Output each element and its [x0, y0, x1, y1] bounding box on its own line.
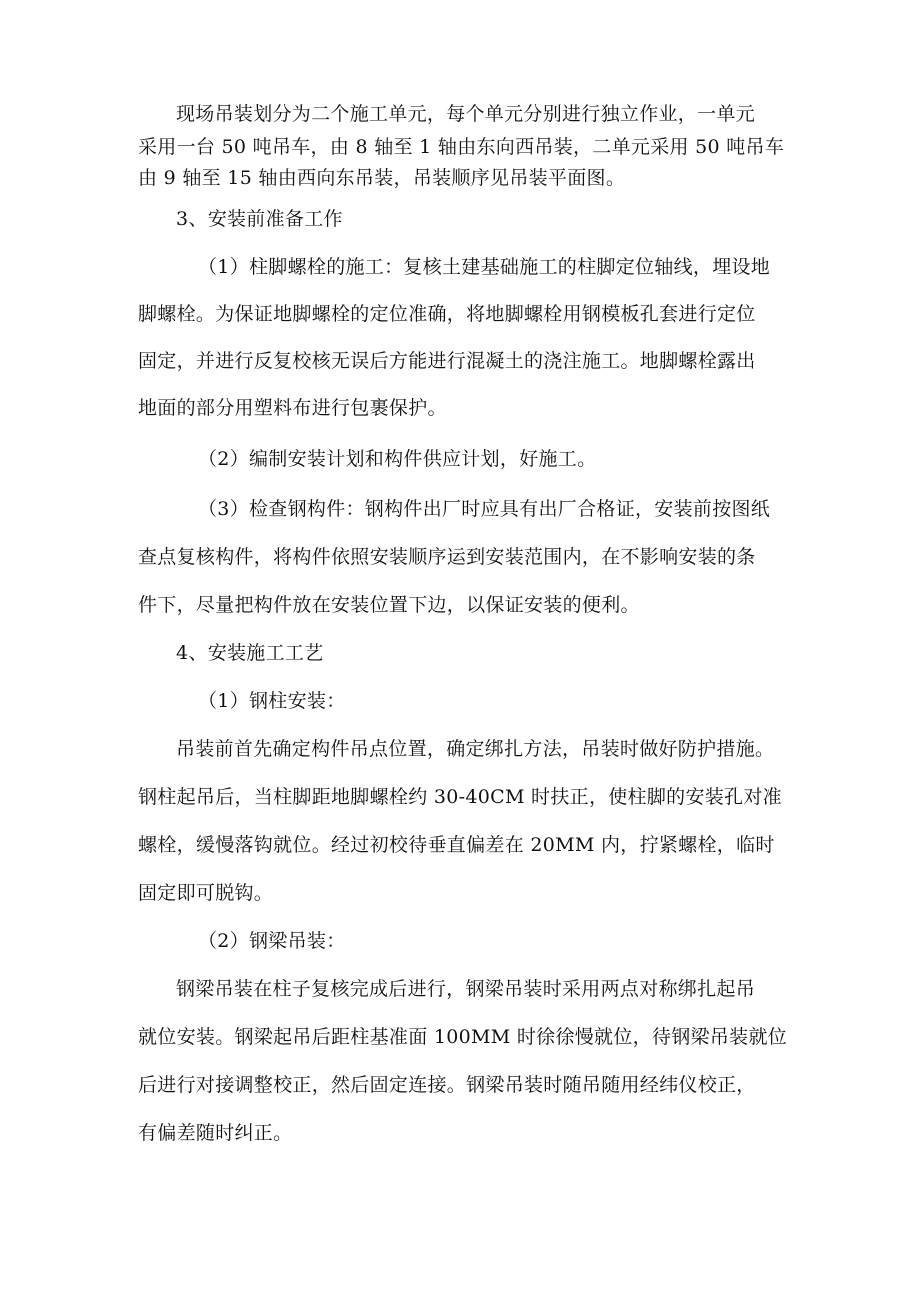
text-line: 脚螺栓。为保证地脚螺栓的定位准确，将地脚螺栓用钢模板孔套进行定位 — [138, 303, 756, 325]
text-line: 螺栓，缓慢落钩就位。经过初校待垂直偏差在 20MM 内，拧紧螺栓，临时 — [138, 834, 775, 856]
text-line: （3）检查钢构件：钢构件出厂时应具有出厂合格证，安装前按图纸 — [198, 498, 771, 520]
text-line: 后进行对接调整校正，然后固定连接。钢梁吊装时随吊随用经纬仪校正， — [138, 1074, 756, 1096]
text-line: 钢柱起吊后，当柱脚距地脚螺栓约 30-40CM 时扶正，使柱脚的安装孔对准 — [138, 786, 782, 808]
text-line: 有偏差随时纠正。 — [138, 1122, 293, 1144]
text-line: 吊装前首先确定构件吊点位置，确定绑扎方法，吊装时做好防护措施。 — [176, 738, 775, 760]
text-line: （1）柱脚螺栓的施工：复核土建基础施工的柱脚定位轴线，埋设地 — [198, 256, 771, 278]
subheading-text: （1）钢柱安装： — [198, 690, 346, 712]
text-line: 地面的部分用塑料布进行包裹保护。 — [138, 397, 447, 419]
text-line: 件下，尽量把构件放在安装位置下边，以保证安装的便利。 — [138, 594, 640, 616]
text-line: 就位安装。钢梁起吊后距柱基准面 100MM 时徐徐慢就位，待钢梁吊装就位 — [138, 1026, 788, 1048]
section-heading-text: 4、安装施工工艺 — [176, 642, 324, 664]
text-line: （2）编制安装计划和构件供应计划，好施工。 — [198, 448, 597, 470]
text-line: 现场吊装划分为二个施工单元，每个单元分别进行独立作业，一单元 — [176, 103, 756, 125]
text-line: 固定，并进行反复校核无误后方能进行混凝土的浇注施工。地脚螺栓露出 — [138, 350, 756, 372]
text-line: 钢梁吊装在柱子复核完成后进行，钢梁吊装时采用两点对称绑扎起吊 — [176, 978, 756, 1000]
subheading-text: （2）钢梁吊装： — [198, 930, 346, 952]
text-line: 查点复核构件，将构件依照安装顺序运到安装范围内，在不影响安装的条 — [138, 546, 756, 568]
text-line: 采用一台 50 吨吊车，由 8 轴至 1 轴由东向西吊装，二单元采用 50 吨吊车 — [138, 136, 785, 158]
text-line: 由 9 轴至 15 轴由西向东吊装，吊装顺序见吊装平面图。 — [138, 167, 626, 189]
text-line: 固定即可脱钩。 — [138, 882, 274, 904]
section-heading-text: 3、安装前准备工作 — [176, 208, 343, 230]
